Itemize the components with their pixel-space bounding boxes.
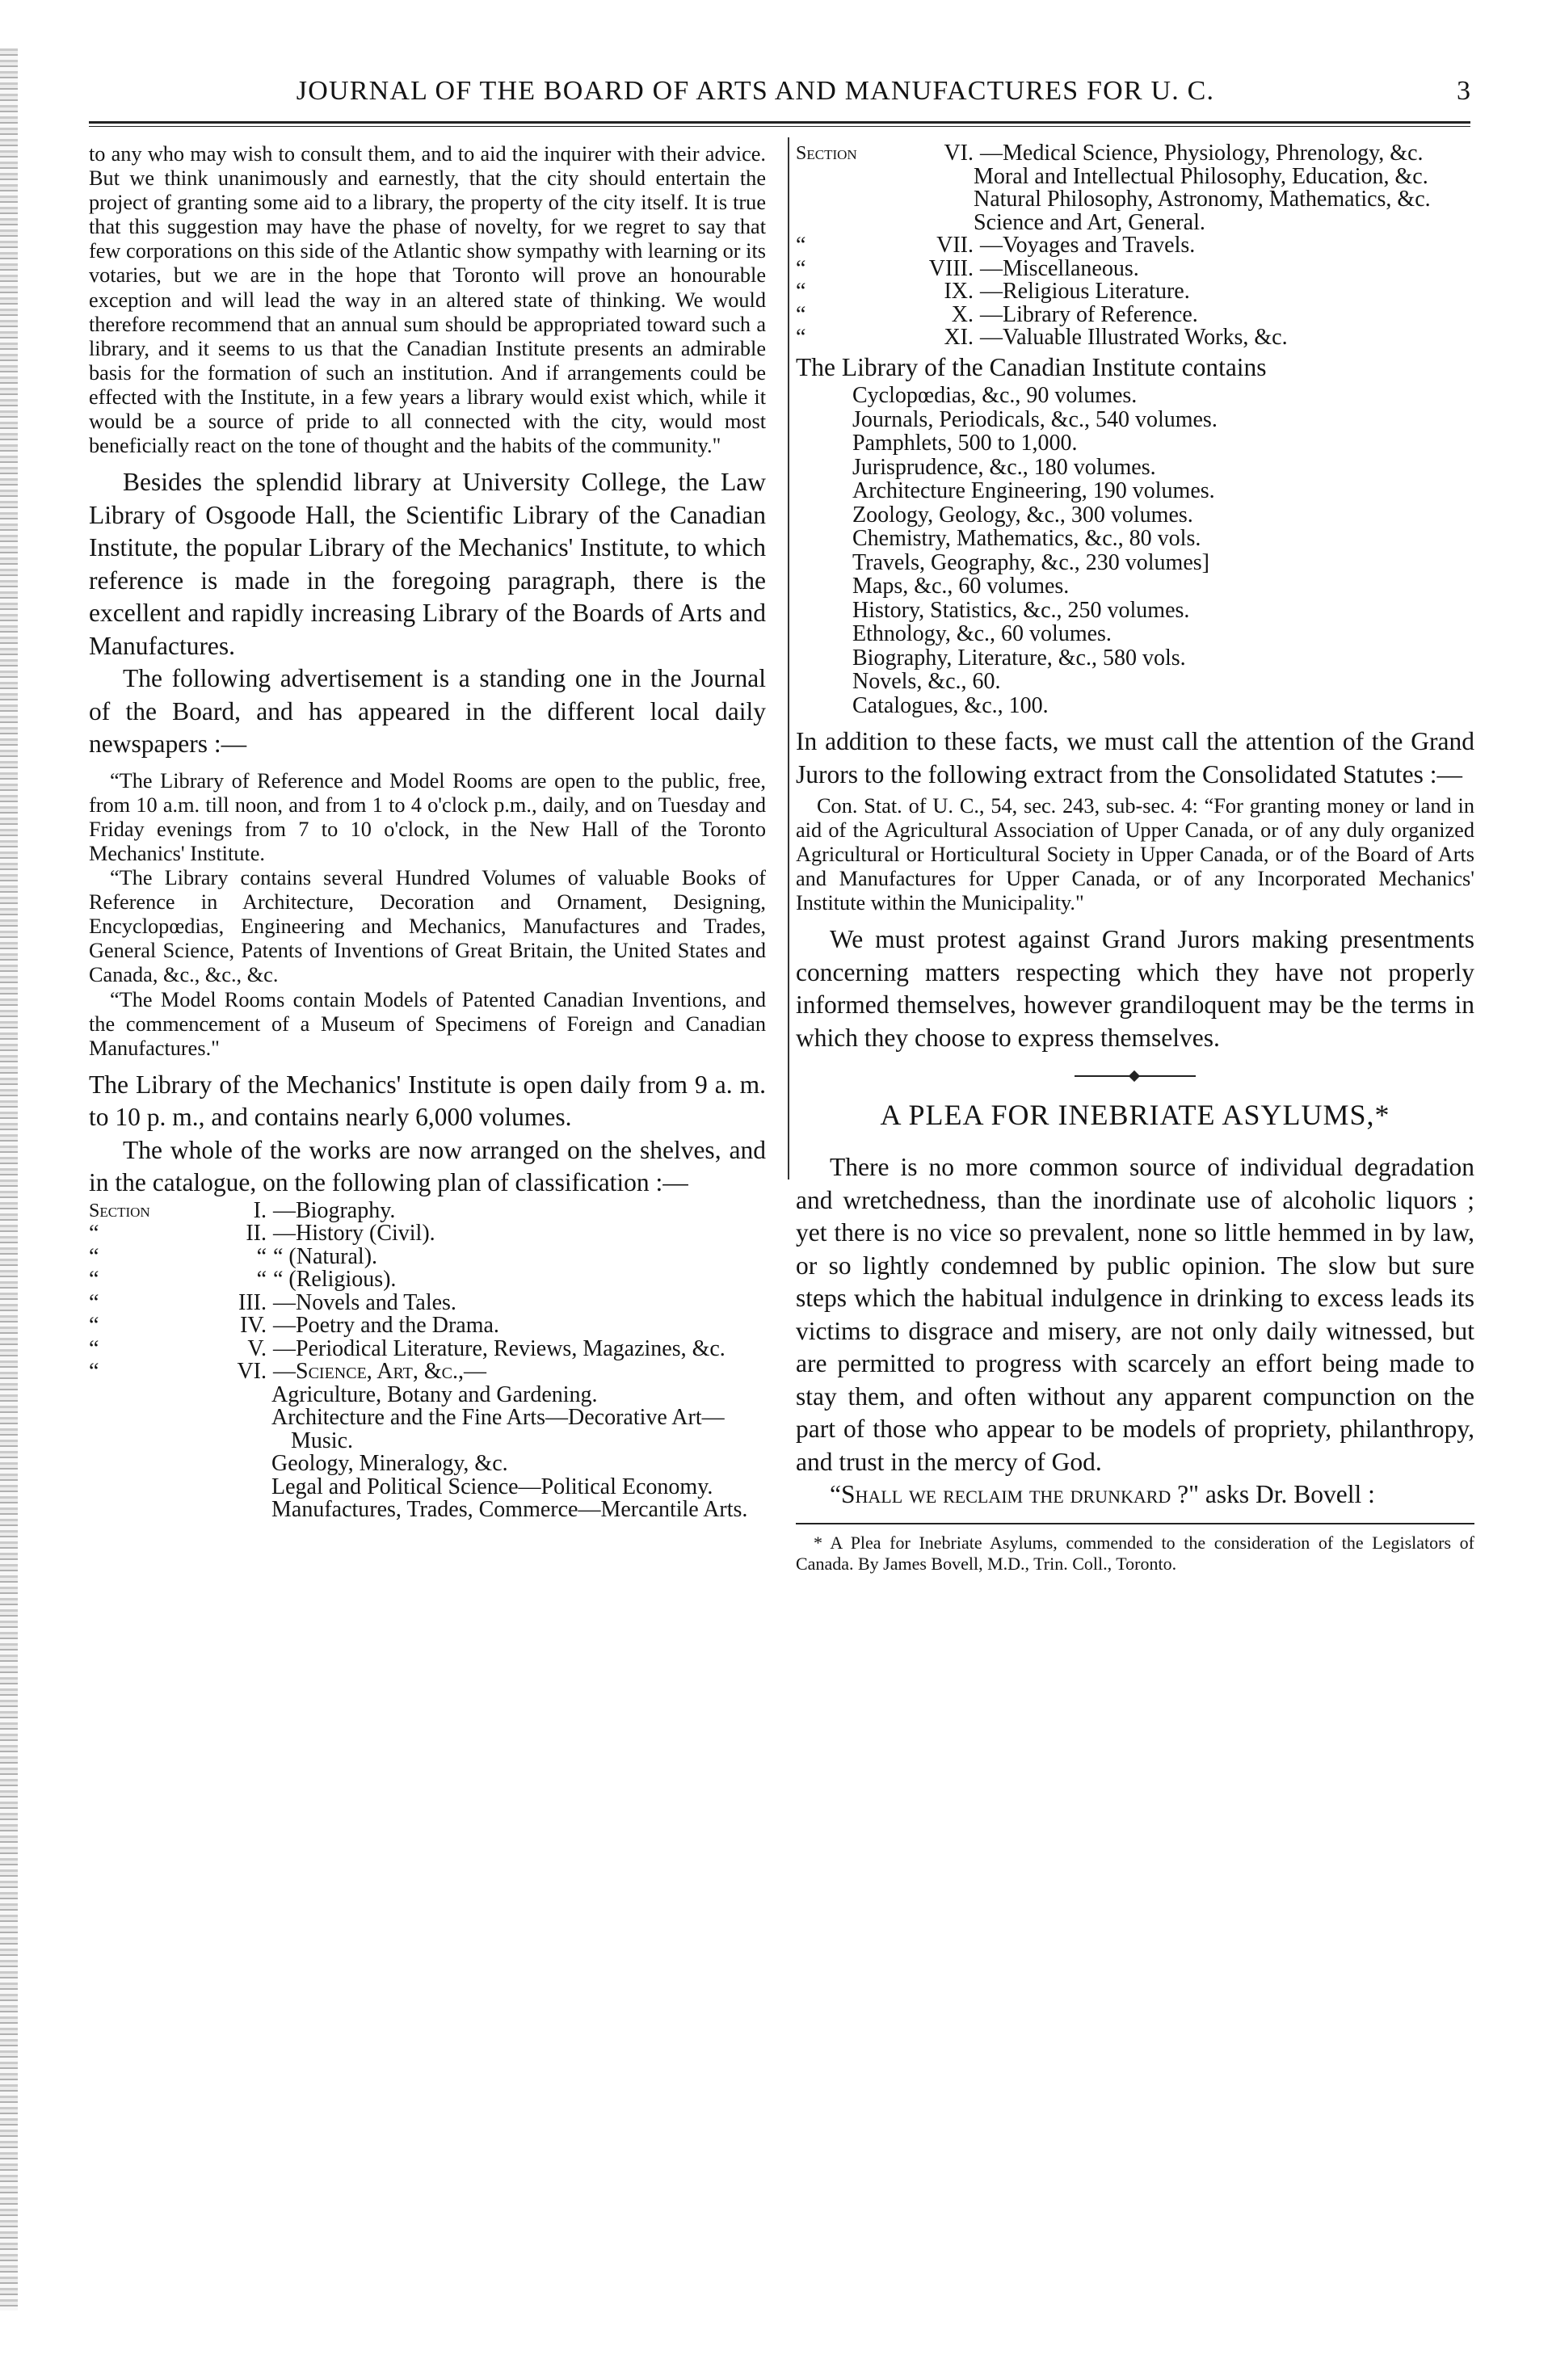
- subitem: Architecture and the Fine Arts—Decorative Art—Music.: [271, 1405, 725, 1453]
- classification-row: “ III. —Novels and Tales.: [89, 1289, 456, 1315]
- holding-item: Travels, Geography, &c., 230 volumes]: [852, 549, 1209, 575]
- advertisement-quote-2: “The Library contains several Hundred Volumes of valuable Books of Reference in Architecture, Decoration and Ornament, Designing, Encyclopœdias, Engineering and Mechanics, Manufactures and Trades, General Science, Patents of Inventions of Great Britain, the United States and Canada, &c., &c., &c.: [89, 866, 766, 987]
- holding-item: Jurisprudence, &c., 180 volumes.: [852, 454, 1156, 480]
- holding-item: Chemistry, Mathematics, &c., 80 vols.: [852, 526, 1201, 551]
- subitem: Natural Philosophy, Astronomy, Mathematics, &c.: [974, 187, 1431, 212]
- bovell-attribution: asks Dr. Bovell :: [1199, 1480, 1375, 1509]
- page-number: 3: [1457, 76, 1470, 106]
- canadian-institute-holdings: [796, 384, 1474, 717]
- header-rule: [89, 121, 1470, 124]
- classification-row: “ X. —Library of Reference.: [796, 301, 1198, 327]
- right-column: [796, 142, 1474, 1575]
- page-binding-edge: [0, 48, 18, 2311]
- header-rule-thin: [89, 126, 1470, 127]
- classification-row: Section VI. —Medical Science, Physiology, Phrenology, &c.: [796, 141, 1424, 166]
- section-vi-subitems: [89, 1381, 766, 1523]
- subitem: Legal and Political Science—Political Economy.: [271, 1474, 713, 1499]
- classification-row: “ “ “ (Religious).: [89, 1267, 397, 1293]
- advertisement-quote-3: “The Model Rooms contain Models of Patented Canadian Inventions, and the commencement of a Museum of Specimens of Foreign and Canadian Manufactures.": [89, 987, 766, 1060]
- holding-item: Catalogues, &c., 100.: [852, 692, 1049, 718]
- holding-item: Cyclopœdias, &c., 90 volumes.: [852, 383, 1138, 408]
- column-divider: [788, 137, 789, 1179]
- holding-item: Journals, Periodicals, &c., 540 volumes.: [852, 406, 1218, 432]
- advertisement-quote-1: “The Library of Reference and Model Rooms are open to the public, free, from 10 a.m. till noon, and from 1 to 4 o'clock p.m., daily, and on Tuesday and Friday evenings from 7 to 10 o'clock, in the New Hall of the Toronto Mechanics' Institute.: [89, 768, 766, 865]
- section-separator: [1075, 1075, 1196, 1077]
- subitem: Geology, Mineralogy, &c.: [271, 1451, 508, 1477]
- classification-row: “ XI. —Valuable Illustrated Works, &c.: [796, 325, 1288, 350]
- bovell-intro: [796, 1478, 1474, 1512]
- quoted-report-paragraph: to any who may wish to consult them, and to aid the inquirer with their advice. But we think unanimously and earnestly, that the city should entertain the project of granting some aid to a library, the property of the city itself. It is true that this suggestion may have the phase of novelty, for we regret to say that few corporations on this side of the Atlantic show sympathy with learning or its votaries, but we are in the hope that Toronto will prove an honourable exception and will lead the way in an altered state of thinking. We would therefore recommend that an annual sum should be appropriated toward such a library, and it seems to us that the Canadian Institute presents an admirable basis for the formation of such an institution. And if arrangements could be effected with the Institute, in a few years a library would exist which, while it would be a source of pride to all connected with the city, would most beneficially react on the tone of thought and the habits of the community.": [89, 142, 766, 458]
- classification-row: “ “ “ (Natural).: [89, 1243, 378, 1269]
- article-heading: A PLEA FOR INEBRIATE ASYLUMS,*: [880, 1099, 1390, 1132]
- subitem: Science and Art, General.: [974, 209, 1205, 235]
- holding-item: History, Statistics, &c., 250 volumes.: [852, 597, 1190, 623]
- classification-list-right-2: [796, 234, 1474, 350]
- classification-row: Section I. —Biography.: [89, 1197, 396, 1223]
- footnote: * A Plea for Inebriate Asylums, commended to the consideration of the Legislators of Canada. By James Bovell, M.D., Trin. Coll., Toronto.: [796, 1532, 1474, 1574]
- classification-list-left: [89, 1197, 766, 1385]
- protest-paragraph: We must protest against Grand Jurors making presentments concerning matters respecting which they have not properly informed themselves, however grandiloquent may be the terms in which they choose to express themselves.: [796, 925, 1474, 1052]
- holding-item: Novels, &c., 60.: [852, 669, 1001, 694]
- classification-row: “ IX. —Religious Literature.: [796, 279, 1190, 304]
- holding-item: Maps, &c., 60 volumes.: [852, 574, 1070, 599]
- journal-title: JOURNAL OF THE BOARD OF ARTS AND MANUFACTURES FOR U. C.: [296, 76, 1215, 106]
- left-column: [89, 142, 766, 1522]
- classification-row: “ V. —Periodical Literature, Reviews, Magazines, &c.: [89, 1335, 726, 1361]
- holding-item: Architecture Engineering, 190 volumes.: [852, 478, 1215, 503]
- classification-row: “ VI. —Science, Art, &c.,—: [89, 1359, 486, 1385]
- running-header: [89, 71, 1470, 111]
- classification-row: “ II. —History (Civil).: [89, 1221, 435, 1247]
- holding-item: Ethnology, &c., 60 volumes.: [852, 621, 1112, 646]
- holding-item: Biography, Literature, &c., 580 vols.: [852, 645, 1186, 671]
- mechanics-library-paragraph: The Library of the Mechanics' Institute is open daily from 9 a. m. to 10 p. m., and contains nearly 6,000 volumes.: [89, 1070, 766, 1132]
- libraries-paragraph: Besides the splendid library at University College, the Law Library of Osgoode Hall, the Scientific Library of the Canadian Institute, the popular Library of the Mechanics' Institute, to which reference is made in the foregoing paragraph, there is the excellent and rapidly increasing Library of the Boards of Arts and Manufactures.: [89, 468, 766, 660]
- classification-intro: The whole of the works are now arranged on the shelves, and in the catalogue, on the following plan of classification :—: [89, 1135, 766, 1197]
- plea-paragraph: There is no more common source of individual degradation and wretchedness, than the inordinate use of alcoholic liquors ; yet there is no vice so prevalent, none so little hemmed in by law, or so lightly condemned by public opinion. The slow but sure steps which the habitual indulgence in drinking to excess leads its victims to disgrace and misery, are not only daily witnessed, but are permitted to progress with scarcely an effort being made to stay them, and often without any apparent compunction on the part of those who appear to be models of propriety, philanthropy, and trust in the mercy of God.: [796, 1153, 1474, 1476]
- classification-list-right: [796, 142, 1474, 166]
- statute-extract: Con. Stat. of U. C., 54, sec. 243, sub-sec. 4: “For granting money or land in aid of the Agricultural Association of Upper Canada, or of any duly organized Agricultural or Horticultural Society in Upper Canada, or of the Board of Arts and Manufactures for Upper Canada, or of any Incorporated Mechanics' Institute within the Municipality.": [796, 794, 1474, 915]
- classification-row: “ VIII. —Miscellaneous.: [796, 255, 1139, 281]
- holding-item: Pamphlets, 500 to 1,000.: [852, 431, 1078, 456]
- footnote-rule: [796, 1523, 1474, 1524]
- subitem: Manufactures, Trades, Commerce—Mercantile Arts.: [271, 1497, 748, 1523]
- advertisement-intro: The following advertisement is a standing one in the Journal of the Board, and has appeared in the different local daily newspapers :—: [89, 664, 766, 759]
- classification-row: “ VII. —Voyages and Travels.: [796, 233, 1196, 258]
- canadian-institute-intro: The Library of the Canadian Institute contains: [796, 352, 1267, 381]
- classification-row: “ IV. —Poetry and the Drama.: [89, 1313, 499, 1339]
- grand-jurors-paragraph: In addition to these facts, we must call the attention of the Grand Jurors to the following extract from the Consolidated Statutes :—: [796, 727, 1474, 788]
- reclaim-quote: “Shall we reclaim the drunkard ?": [830, 1480, 1200, 1509]
- holding-item: Zoology, Geology, &c., 300 volumes.: [852, 502, 1193, 528]
- section-vi-continued: [796, 163, 1474, 235]
- subitem: Moral and Intellectual Philosophy, Education, &c.: [974, 163, 1428, 189]
- subitem: Agriculture, Botany and Gardening.: [271, 1381, 598, 1407]
